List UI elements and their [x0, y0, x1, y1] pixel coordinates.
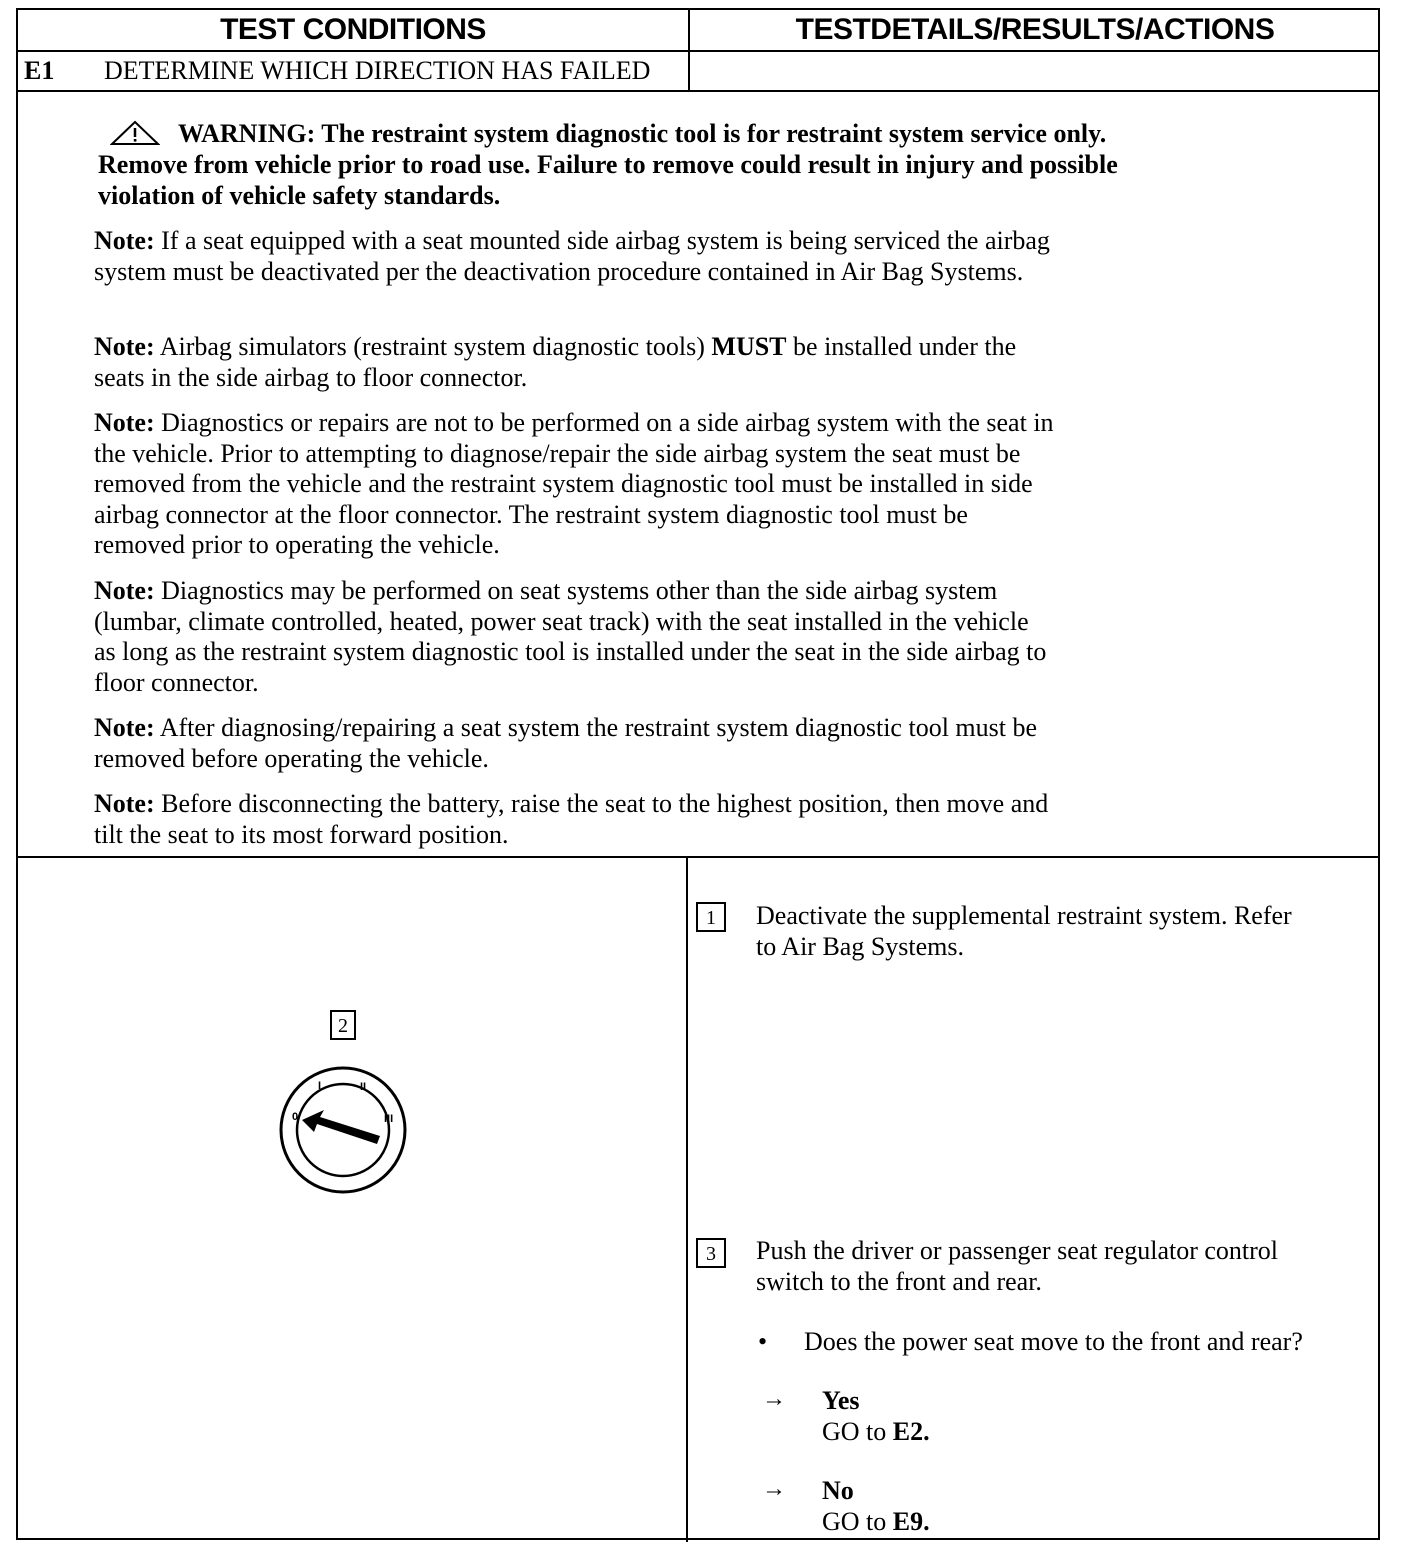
answer-no — [822, 1475, 930, 1537]
notes-rule — [18, 856, 1378, 858]
step-3-text: Push the driver or passenger seat regulator control switch to the front and rear. — [756, 1236, 1279, 1296]
note-text: as long as the restraint system diagnostic tool is installed under the seat in the side airbag to — [94, 637, 1047, 666]
question-text: Does the power seat move to the front and rear? — [804, 1327, 1303, 1356]
note-label: Note: — [94, 713, 155, 742]
answer-yes-action: GO to — [822, 1417, 887, 1446]
note-text: Airbag simulators (restraint system diagnostic tools) — [159, 332, 705, 361]
note-2 — [94, 332, 1194, 393]
step-title: DETERMINE WHICH DIRECTION HAS FAILED — [104, 56, 651, 85]
note-5 — [94, 713, 1194, 774]
note-text: removed from the vehicle and the restraint system diagnostic tool must be installed in side — [94, 469, 1033, 498]
header-test-conditions: TEST CONDITIONS — [220, 13, 486, 46]
ignition-switch-icon — [258, 1050, 418, 1200]
note-label: Note: — [94, 332, 155, 361]
step-3-number: 3 — [696, 1238, 726, 1268]
note-text: (lumbar, climate controlled, heated, power seat track) with the seat installed in the vehicle — [94, 606, 1029, 636]
answer-no-link[interactable]: E9. — [892, 1507, 930, 1536]
switch-position-2: II — [360, 1081, 367, 1093]
note-text: seats in the side airbag to floor connector. — [94, 362, 528, 392]
note-text: be installed under the — [793, 332, 1017, 361]
header-divider — [688, 10, 690, 50]
answer-yes-link[interactable]: E2. — [892, 1417, 930, 1446]
note-text: system must be deactivated per the deactivation procedure contained in Air Bag Systems. — [94, 256, 1024, 286]
note-label: Note: — [94, 226, 155, 255]
note-3 — [94, 408, 1194, 561]
note-text: tilt the seat to its most forward position. — [94, 819, 509, 849]
note-text: removed before operating the vehicle. — [94, 743, 489, 773]
note-text: Diagnostics or repairs are not to be performed on a side airbag system with the seat in — [161, 408, 1054, 437]
warning-label: WARNING: — [178, 119, 316, 148]
answer-no-action: GO to — [822, 1507, 887, 1536]
question-bullet: • — [758, 1327, 768, 1356]
note-4 — [94, 576, 1194, 698]
warning-triangle-icon — [110, 120, 160, 146]
step-1-number: 1 — [696, 902, 726, 932]
note-label: Note: — [94, 576, 155, 605]
switch-position-0: 0 — [292, 1111, 299, 1123]
answer-yes-label: Yes — [822, 1386, 860, 1415]
warning-line-2: Remove from vehicle prior to road use. Failure to remove could result in injury and possible — [98, 150, 1118, 179]
answer-no-label: No — [822, 1476, 854, 1505]
note-6 — [94, 789, 1194, 850]
note-text: After diagnosing/repairing a seat system the restraint system diagnostic tool must be — [159, 713, 1038, 742]
yes-arrow-icon: → — [762, 1386, 786, 1412]
switch-position-3: III — [384, 1113, 394, 1125]
note-text: removed prior to operating the vehicle. — [94, 530, 500, 559]
note-1 — [94, 226, 1194, 287]
step-1-text: Deactivate the supplemental restraint system. Refer to Air Bag Systems. — [756, 901, 1292, 961]
warning-block — [98, 118, 1278, 211]
note-label: Note: — [94, 408, 155, 437]
note-text: the vehicle. Prior to attempting to diagnose/repair the side airbag system the seat must be — [94, 438, 1021, 468]
note-text: Before disconnecting the battery, raise the seat to the highest position, then move and — [161, 789, 1049, 818]
header-test-details: TESTDETAILS/RESULTS/ACTIONS — [795, 13, 1275, 46]
header-rule — [18, 50, 1378, 52]
step-heading — [24, 54, 650, 88]
note-text: If a seat equipped with a seat mounted side airbag system is being serviced the airbag — [161, 226, 1050, 255]
note-text: floor connector. — [94, 667, 259, 697]
figure-step-number: 2 — [330, 1010, 356, 1040]
no-arrow-icon: → — [762, 1476, 786, 1502]
ignition-switch-figure — [258, 1010, 418, 1200]
note-text: Diagnostics may be performed on seat systems other than the side airbag system — [161, 576, 998, 605]
step-heading-divider — [688, 50, 690, 90]
note-emphasis: MUST — [711, 332, 787, 361]
answer-yes — [822, 1385, 930, 1447]
warning-line-1: The restraint system diagnostic tool is for restraint system service only. — [321, 119, 1107, 148]
procedure-table — [16, 8, 1380, 1540]
switch-position-1: I — [318, 1080, 322, 1092]
note-text: airbag connector at the floor connector. The restraint system diagnostic tool must be — [94, 499, 968, 529]
body-divider — [686, 856, 688, 1542]
step-heading-rule — [18, 90, 1378, 92]
note-label: Note: — [94, 789, 155, 818]
warning-line-3: violation of vehicle safety standards. — [98, 181, 501, 210]
step-id: E1 — [24, 56, 55, 85]
